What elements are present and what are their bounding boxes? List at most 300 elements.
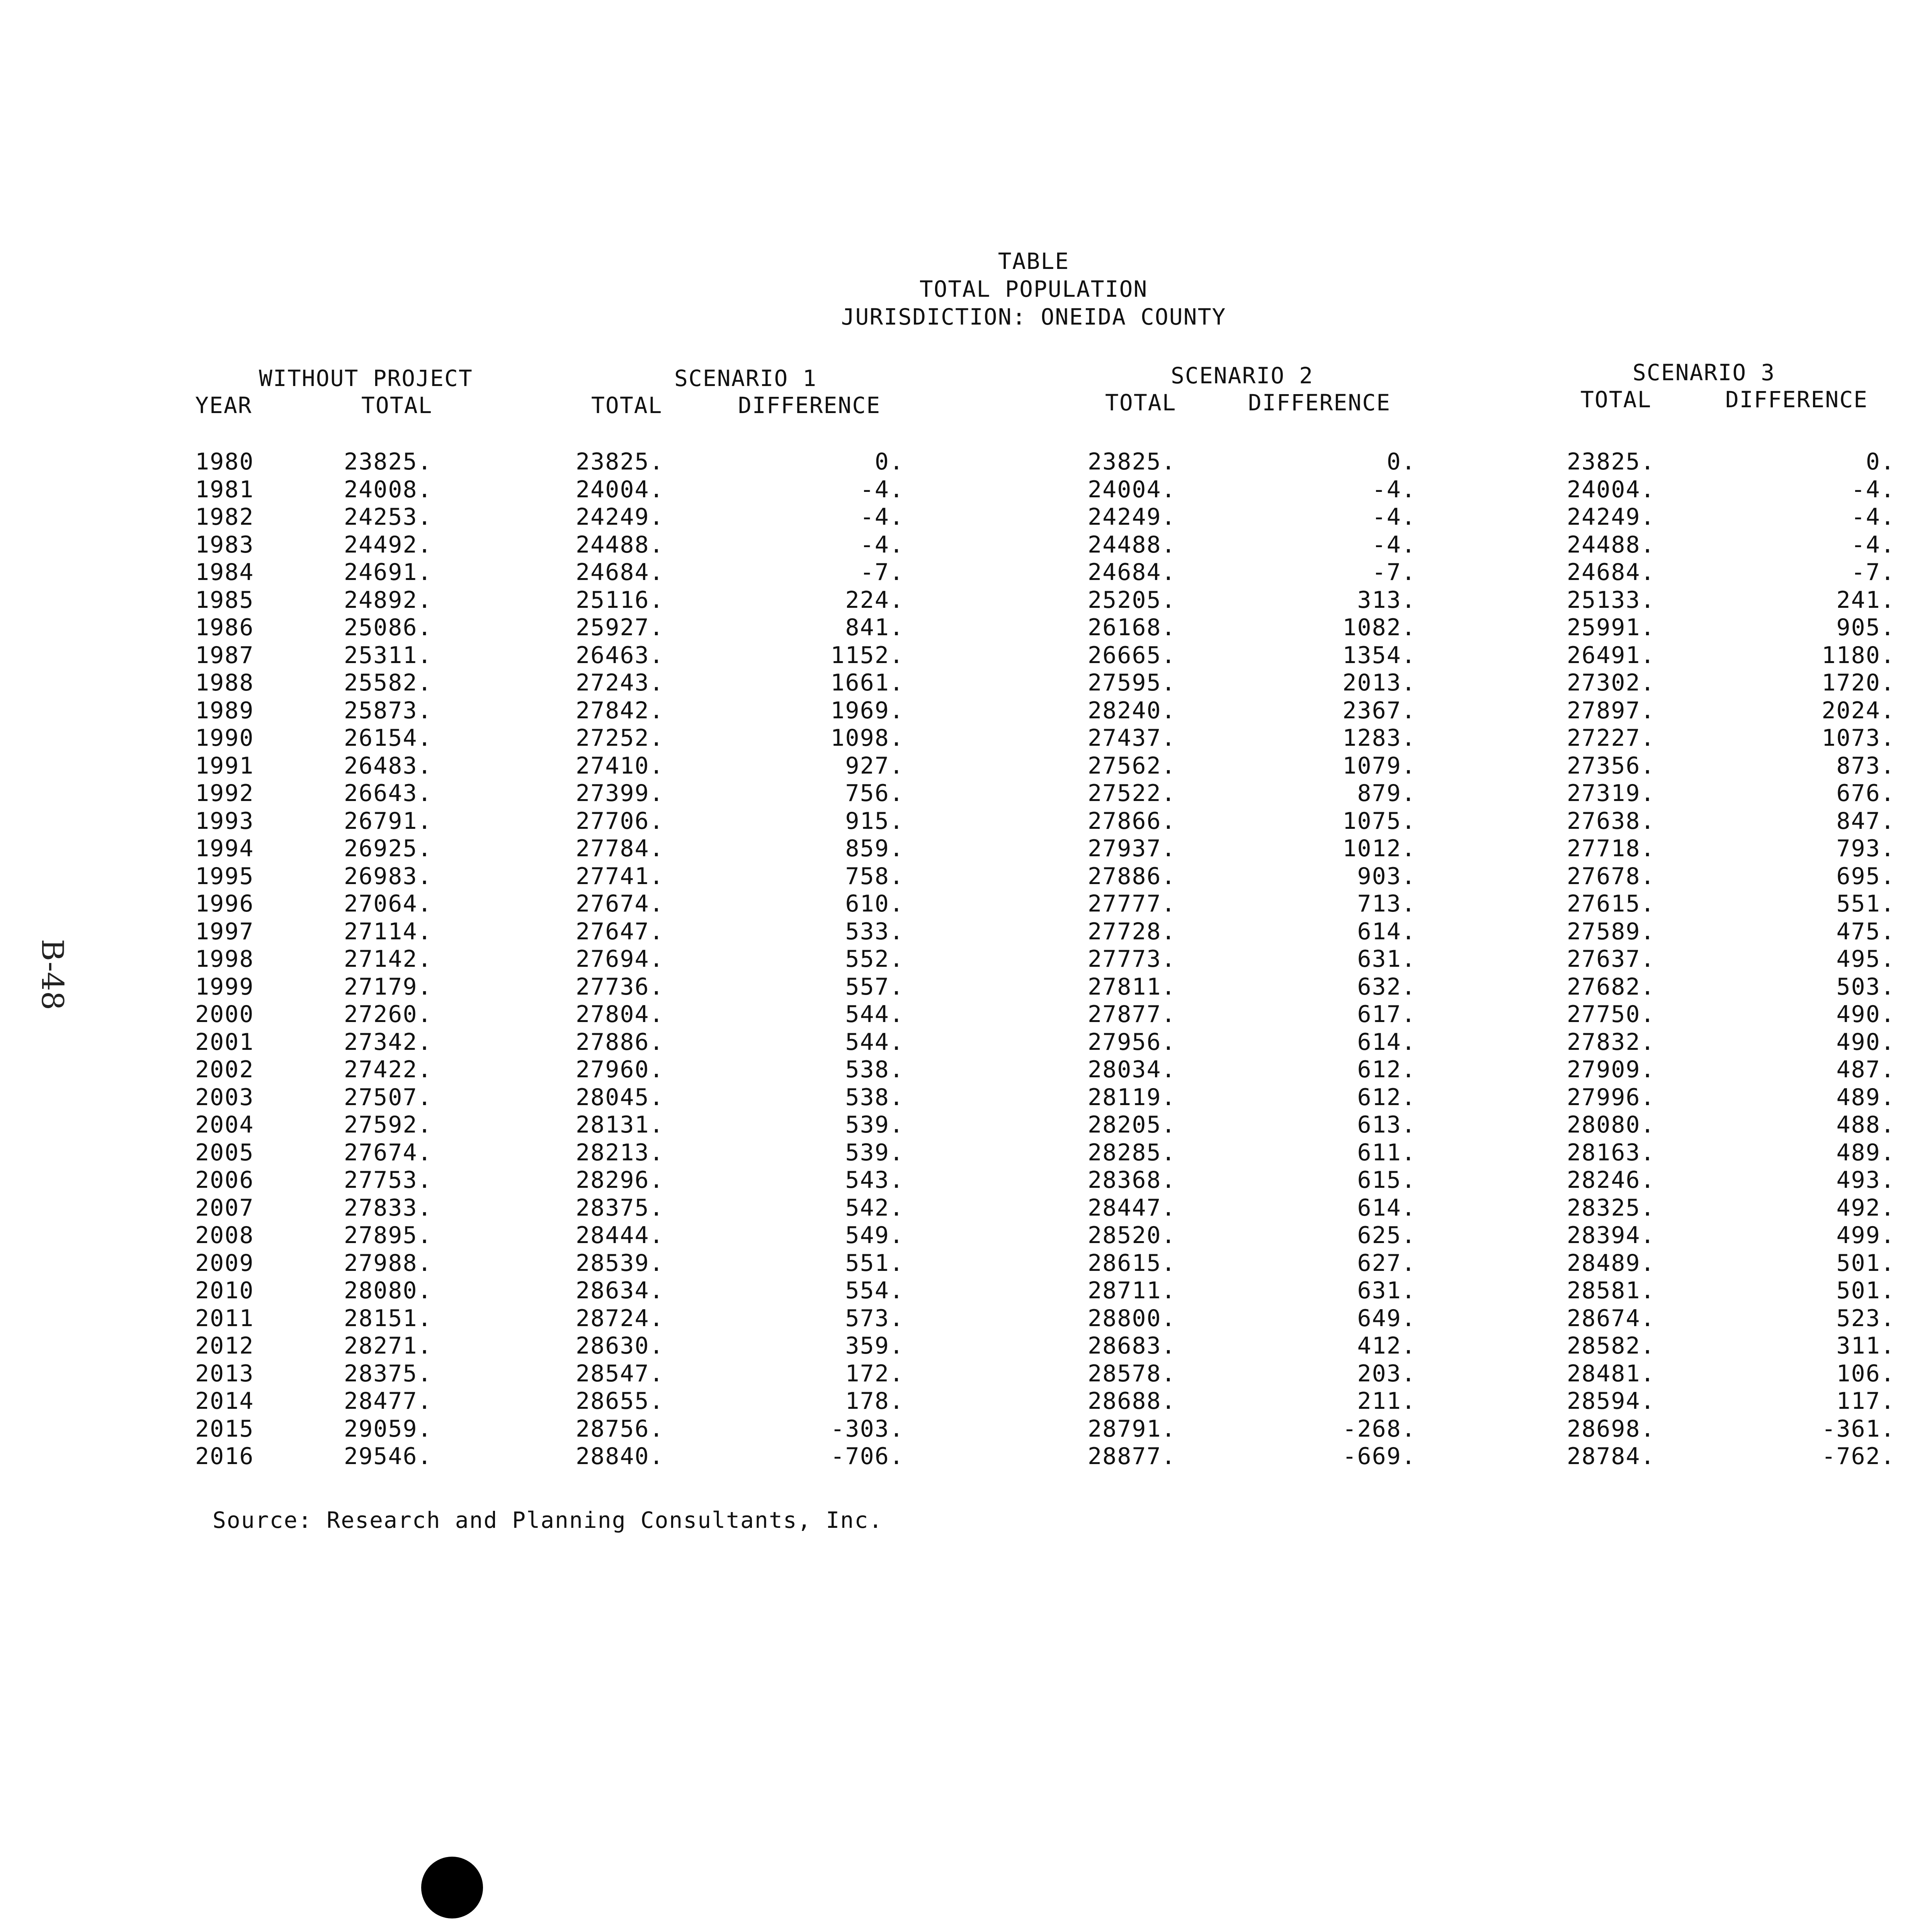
scenario-3-difference-cell: 488. bbox=[1836, 1111, 1895, 1138]
scenario-1-total-cell: 28724. bbox=[576, 1304, 664, 1332]
scenario-1-total-cell: 28840. bbox=[576, 1443, 664, 1470]
year-cell: 1999 bbox=[195, 973, 254, 1000]
table-row bbox=[0, 476, 1932, 504]
without-project-total-cell: 24008. bbox=[344, 476, 432, 503]
table-row bbox=[0, 1167, 1932, 1194]
scenario-2-difference-cell: 631. bbox=[1357, 946, 1416, 973]
scenario-3-total-cell: 28489. bbox=[1567, 1249, 1655, 1277]
scenario-3-difference-cell: 117. bbox=[1836, 1388, 1895, 1415]
scenario-2-total-cell: 25205. bbox=[1088, 586, 1176, 614]
table-row bbox=[0, 1332, 1932, 1360]
scenario-1-difference-cell: 359. bbox=[845, 1332, 904, 1359]
table-row bbox=[0, 780, 1932, 808]
scenario-3-difference-cell: -762. bbox=[1821, 1443, 1895, 1470]
table-row bbox=[0, 946, 1932, 973]
year-cell: 1993 bbox=[195, 807, 254, 835]
scenario-3-total-cell: 27319. bbox=[1567, 780, 1655, 807]
scenario-1-total-cell: 28444. bbox=[576, 1222, 664, 1249]
without-project-total-cell: 27988. bbox=[344, 1249, 432, 1277]
without-project-total-cell: 27114. bbox=[344, 918, 432, 945]
header-without-project: WITHOUT PROJECT bbox=[259, 365, 473, 391]
scenario-1-difference-cell: 552. bbox=[845, 946, 904, 973]
scenario-2-total-cell: 28285. bbox=[1088, 1139, 1176, 1166]
scenario-2-total-cell: 28205. bbox=[1088, 1111, 1176, 1138]
scenario-3-difference-cell: 503. bbox=[1836, 973, 1895, 1000]
table-row bbox=[0, 1139, 1932, 1167]
table-row bbox=[0, 752, 1932, 780]
scenario-3-difference-cell: 676. bbox=[1836, 780, 1895, 807]
scenario-2-difference-cell: -4. bbox=[1372, 476, 1416, 503]
scenario-2-total-cell: 28447. bbox=[1088, 1194, 1176, 1221]
scenario-2-difference-cell: 614. bbox=[1357, 918, 1416, 945]
scenario-2-total-cell: 28119. bbox=[1088, 1083, 1176, 1111]
scenario-1-difference-cell: 539. bbox=[845, 1139, 904, 1166]
scenario-2-difference-cell: -669. bbox=[1342, 1443, 1416, 1470]
scenario-2-total-cell: 28368. bbox=[1088, 1167, 1176, 1194]
scenario-2-total-cell: 27773. bbox=[1088, 946, 1176, 973]
without-project-total-cell: 26483. bbox=[344, 752, 432, 779]
scenario-1-total-cell: 28213. bbox=[576, 1139, 664, 1166]
scenario-3-total-cell: 28246. bbox=[1567, 1167, 1655, 1194]
scenario-1-total-cell: 27647. bbox=[576, 918, 664, 945]
scenario-3-difference-cell: 847. bbox=[1836, 807, 1895, 835]
binder-hole-left bbox=[421, 1857, 483, 1918]
scenario-1-difference-cell: -303. bbox=[830, 1415, 904, 1442]
table-row bbox=[0, 1415, 1932, 1443]
scenario-2-difference-cell: 611. bbox=[1357, 1139, 1416, 1166]
table-row bbox=[0, 973, 1932, 1001]
scenario-2-difference-cell: 903. bbox=[1357, 862, 1416, 890]
table-row bbox=[0, 448, 1932, 476]
scenario-2-total-cell: 27956. bbox=[1088, 1028, 1176, 1056]
without-project-total-cell: 27260. bbox=[344, 1001, 432, 1028]
without-project-total-cell: 29059. bbox=[344, 1415, 432, 1442]
table-row bbox=[0, 1250, 1932, 1277]
year-cell: 1991 bbox=[195, 752, 254, 779]
scenario-2-total-cell: 28520. bbox=[1088, 1222, 1176, 1249]
scenario-2-total-cell: 27877. bbox=[1088, 1001, 1176, 1028]
scenario-1-difference-cell: 542. bbox=[845, 1194, 904, 1221]
scenario-1-difference-cell: -4. bbox=[860, 503, 904, 531]
without-project-total-cell: 24691. bbox=[344, 559, 432, 586]
scenario-1-difference-cell: 573. bbox=[845, 1304, 904, 1332]
without-project-total-cell: 25311. bbox=[344, 641, 432, 669]
table-row bbox=[0, 1084, 1932, 1112]
scenario-3-difference-cell: 0. bbox=[1866, 448, 1895, 475]
table-row bbox=[0, 669, 1932, 697]
year-cell: 1985 bbox=[195, 586, 254, 614]
scenario-1-difference-cell: 927. bbox=[845, 752, 904, 779]
year-cell: 2002 bbox=[195, 1056, 254, 1083]
without-project-total-cell: 27507. bbox=[344, 1083, 432, 1111]
scenario-2-total-cell: 27866. bbox=[1088, 807, 1176, 835]
scenario-2-difference-cell: 612. bbox=[1357, 1083, 1416, 1111]
table-title bbox=[831, 247, 1236, 331]
scenario-1-total-cell: 24684. bbox=[576, 559, 664, 586]
table-row bbox=[0, 918, 1932, 946]
scenario-1-difference-cell: -7. bbox=[860, 559, 904, 586]
without-project-total-cell: 26983. bbox=[344, 862, 432, 890]
year-cell: 1987 bbox=[195, 641, 254, 669]
table-row bbox=[0, 587, 1932, 614]
without-project-total-cell: 25582. bbox=[344, 669, 432, 696]
page-number-text: B-48 bbox=[35, 939, 70, 1010]
scenario-3-difference-cell: 495. bbox=[1836, 946, 1895, 973]
scenario-2-difference-cell: 632. bbox=[1357, 973, 1416, 1000]
scenario-1-total-cell: 28375. bbox=[576, 1194, 664, 1221]
scenario-2-total-cell: 27595. bbox=[1088, 669, 1176, 696]
year-cell: 1983 bbox=[195, 531, 254, 558]
scenario-3-difference-cell: 492. bbox=[1836, 1194, 1895, 1221]
scenario-2-total-cell: 28683. bbox=[1088, 1332, 1176, 1359]
scenario-1-difference-cell: 533. bbox=[845, 918, 904, 945]
scenario-2-difference-cell: 631. bbox=[1357, 1277, 1416, 1304]
header-scenario-3: SCENARIO 3 bbox=[1633, 359, 1776, 386]
scenario-2-difference-cell: -4. bbox=[1372, 503, 1416, 531]
scenario-2-difference-cell: 613. bbox=[1357, 1111, 1416, 1138]
scenario-3-difference-cell: 523. bbox=[1836, 1304, 1895, 1332]
scenario-1-total-cell: 28547. bbox=[576, 1360, 664, 1387]
without-project-total-cell: 25086. bbox=[344, 614, 432, 641]
year-cell: 2000 bbox=[195, 1001, 254, 1028]
year-cell: 2006 bbox=[195, 1167, 254, 1194]
year-cell: 1989 bbox=[195, 697, 254, 724]
scenario-3-total-cell: 28481. bbox=[1567, 1360, 1655, 1387]
without-project-total-cell: 26925. bbox=[344, 835, 432, 862]
scenario-3-total-cell: 27750. bbox=[1567, 1001, 1655, 1028]
scenario-2-total-cell: 27728. bbox=[1088, 918, 1176, 945]
scenario-1-total-cell: 24004. bbox=[576, 476, 664, 503]
scenario-2-difference-cell: 649. bbox=[1357, 1304, 1416, 1332]
without-project-total-cell: 27895. bbox=[344, 1222, 432, 1249]
scenario-2-total-cell: 28578. bbox=[1088, 1360, 1176, 1387]
scenario-3-difference-cell: 793. bbox=[1836, 835, 1895, 862]
scenario-1-total-cell: 28045. bbox=[576, 1083, 664, 1111]
scenario-3-difference-cell: -4. bbox=[1851, 476, 1895, 503]
scenario-2-total-cell: 27886. bbox=[1088, 862, 1176, 890]
scenario-2-difference-cell: -4. bbox=[1372, 531, 1416, 558]
scenario-3-total-cell: 28394. bbox=[1567, 1222, 1655, 1249]
scenario-3-total-cell: 27678. bbox=[1567, 862, 1655, 890]
year-cell: 2009 bbox=[195, 1249, 254, 1277]
scenario-2-total-cell: 27562. bbox=[1088, 752, 1176, 779]
scenario-1-total-cell: 27886. bbox=[576, 1028, 664, 1056]
table-row bbox=[0, 559, 1932, 587]
year-cell: 2011 bbox=[195, 1304, 254, 1332]
scenario-2-difference-cell: 713. bbox=[1357, 890, 1416, 917]
scenario-3-difference-cell: 106. bbox=[1836, 1360, 1895, 1387]
scenario-1-total-cell: 28296. bbox=[576, 1167, 664, 1194]
scenario-2-difference-cell: 1079. bbox=[1342, 752, 1416, 779]
scenario-2-difference-cell: 1283. bbox=[1342, 724, 1416, 752]
table-row bbox=[0, 1194, 1932, 1222]
year-cell: 2014 bbox=[195, 1388, 254, 1415]
scenario-1-difference-cell: 538. bbox=[845, 1083, 904, 1111]
table-row bbox=[0, 1443, 1932, 1471]
source-note: Source: Research and Planning Consultants, Inc. bbox=[213, 1507, 883, 1533]
scenario-3-total-cell: 25991. bbox=[1567, 614, 1655, 641]
scenario-3-difference-cell: 489. bbox=[1836, 1083, 1895, 1111]
year-cell: 1998 bbox=[195, 946, 254, 973]
table-row bbox=[0, 697, 1932, 725]
scenario-1-total-cell: 27706. bbox=[576, 807, 664, 835]
scenario-1-total-cell: 27243. bbox=[576, 669, 664, 696]
scenario-2-difference-cell: 612. bbox=[1357, 1056, 1416, 1083]
scenario-2-total-cell: 27522. bbox=[1088, 780, 1176, 807]
table-row bbox=[0, 531, 1932, 559]
scenario-3-total-cell: 27302. bbox=[1567, 669, 1655, 696]
year-cell: 2008 bbox=[195, 1222, 254, 1249]
scenario-1-difference-cell: 539. bbox=[845, 1111, 904, 1138]
scenario-3-total-cell: 28582. bbox=[1567, 1332, 1655, 1359]
scenario-2-total-cell: 28711. bbox=[1088, 1277, 1176, 1304]
scenario-1-difference-cell: 172. bbox=[845, 1360, 904, 1387]
year-cell: 1988 bbox=[195, 669, 254, 696]
scenario-1-total-cell: 27741. bbox=[576, 862, 664, 890]
scenario-1-total-cell: 27842. bbox=[576, 697, 664, 724]
scenario-1-difference-cell: 841. bbox=[845, 614, 904, 641]
scenario-2-total-cell: 27777. bbox=[1088, 890, 1176, 917]
scenario-3-total-cell: 28594. bbox=[1567, 1388, 1655, 1415]
scenario-2-total-cell: 24684. bbox=[1088, 559, 1176, 586]
table-row bbox=[0, 1277, 1932, 1305]
without-project-total-cell: 28375. bbox=[344, 1360, 432, 1387]
scenario-2-total-cell: 28615. bbox=[1088, 1249, 1176, 1277]
scenario-1-total-cell: 27674. bbox=[576, 890, 664, 917]
scenario-1-total-cell: 26463. bbox=[576, 641, 664, 669]
scenario-1-difference-cell: 554. bbox=[845, 1277, 904, 1304]
scenario-3-total-cell: 27356. bbox=[1567, 752, 1655, 779]
scenario-2-total-cell: 28877. bbox=[1088, 1443, 1176, 1470]
scenario-3-difference-cell: 475. bbox=[1836, 918, 1895, 945]
scenario-3-difference-cell: 490. bbox=[1836, 1028, 1895, 1056]
scenario-2-difference-cell: 1075. bbox=[1342, 807, 1416, 835]
scenario-3-total-cell: 27832. bbox=[1567, 1028, 1655, 1056]
scenario-1-total-cell: 27960. bbox=[576, 1056, 664, 1083]
header-scenario-2: SCENARIO 2 bbox=[1171, 362, 1314, 389]
header-s3-difference: DIFFERENCE bbox=[1725, 386, 1868, 413]
scenario-2-total-cell: 23825. bbox=[1088, 448, 1176, 475]
without-project-total-cell: 28151. bbox=[344, 1304, 432, 1332]
scenario-2-difference-cell: 1354. bbox=[1342, 641, 1416, 669]
year-cell: 1990 bbox=[195, 724, 254, 752]
scenario-1-total-cell: 28756. bbox=[576, 1415, 664, 1442]
scenario-2-difference-cell: 627. bbox=[1357, 1249, 1416, 1277]
without-project-total-cell: 24492. bbox=[344, 531, 432, 558]
scenario-1-total-cell: 27736. bbox=[576, 973, 664, 1000]
scenario-3-difference-cell: 501. bbox=[1836, 1277, 1895, 1304]
scenario-1-difference-cell: -4. bbox=[860, 476, 904, 503]
scenario-1-difference-cell: 538. bbox=[845, 1056, 904, 1083]
scenario-1-difference-cell: -4. bbox=[860, 531, 904, 558]
scenario-3-total-cell: 27909. bbox=[1567, 1056, 1655, 1083]
without-project-total-cell: 27833. bbox=[344, 1194, 432, 1221]
without-project-total-cell: 26791. bbox=[344, 807, 432, 835]
scenario-3-difference-cell: -4. bbox=[1851, 503, 1895, 531]
year-cell: 1982 bbox=[195, 503, 254, 531]
year-cell: 2015 bbox=[195, 1415, 254, 1442]
header-s1-total: TOTAL bbox=[591, 392, 663, 418]
year-cell: 1992 bbox=[195, 780, 254, 807]
scenario-2-difference-cell: 2013. bbox=[1342, 669, 1416, 696]
scenario-3-total-cell: 27638. bbox=[1567, 807, 1655, 835]
year-cell: 1994 bbox=[195, 835, 254, 862]
table-row bbox=[0, 1222, 1932, 1250]
header-s1-difference: DIFFERENCE bbox=[738, 392, 881, 418]
scenario-1-total-cell: 28630. bbox=[576, 1332, 664, 1359]
scenario-3-total-cell: 24684. bbox=[1567, 559, 1655, 586]
scenario-1-difference-cell: 1098. bbox=[830, 724, 904, 752]
scenario-3-total-cell: 27589. bbox=[1567, 918, 1655, 945]
scenario-2-difference-cell: -268. bbox=[1342, 1415, 1416, 1442]
population-table-body bbox=[0, 448, 1932, 1471]
year-cell: 2007 bbox=[195, 1194, 254, 1221]
scenario-2-total-cell: 26665. bbox=[1088, 641, 1176, 669]
scenario-3-difference-cell: -361. bbox=[1821, 1415, 1895, 1442]
year-cell: 1995 bbox=[195, 862, 254, 890]
scenario-3-total-cell: 28080. bbox=[1567, 1111, 1655, 1138]
year-cell: 2010 bbox=[195, 1277, 254, 1304]
scenario-2-difference-cell: 1082. bbox=[1342, 614, 1416, 641]
scenario-2-difference-cell: -7. bbox=[1372, 559, 1416, 586]
scenario-1-difference-cell: 1152. bbox=[830, 641, 904, 669]
scenario-3-total-cell: 27718. bbox=[1567, 835, 1655, 862]
scenario-1-total-cell: 25116. bbox=[576, 586, 664, 614]
scenario-2-total-cell: 27811. bbox=[1088, 973, 1176, 1000]
scenario-2-difference-cell: 617. bbox=[1357, 1001, 1416, 1028]
year-cell: 2004 bbox=[195, 1111, 254, 1138]
scenario-3-difference-cell: 551. bbox=[1836, 890, 1895, 917]
year-cell: 2003 bbox=[195, 1083, 254, 1111]
scenario-1-difference-cell: 544. bbox=[845, 1028, 904, 1056]
title-line-3: JURISDICTION: ONEIDA COUNTY bbox=[841, 304, 1226, 330]
without-project-total-cell: 27342. bbox=[344, 1028, 432, 1056]
title-line-1: TABLE bbox=[998, 248, 1070, 274]
without-project-total-cell: 24253. bbox=[344, 503, 432, 531]
scenario-3-difference-cell: 311. bbox=[1836, 1332, 1895, 1359]
without-project-total-cell: 27753. bbox=[344, 1167, 432, 1194]
table-row bbox=[0, 835, 1932, 863]
table-row bbox=[0, 642, 1932, 670]
without-project-total-cell: 27422. bbox=[344, 1056, 432, 1083]
scenario-2-difference-cell: 879. bbox=[1357, 780, 1416, 807]
table-row bbox=[0, 724, 1932, 752]
scenario-3-difference-cell: 490. bbox=[1836, 1001, 1895, 1028]
year-cell: 2001 bbox=[195, 1028, 254, 1056]
scenario-3-difference-cell: 2024. bbox=[1821, 697, 1895, 724]
scenario-3-total-cell: 24004. bbox=[1567, 476, 1655, 503]
scenario-1-difference-cell: 557. bbox=[845, 973, 904, 1000]
scenario-3-difference-cell: 501. bbox=[1836, 1249, 1895, 1277]
without-project-total-cell: 27142. bbox=[344, 946, 432, 973]
year-cell: 2013 bbox=[195, 1360, 254, 1387]
scenario-1-total-cell: 25927. bbox=[576, 614, 664, 641]
scenario-2-difference-cell: 1012. bbox=[1342, 835, 1416, 862]
without-project-total-cell: 26643. bbox=[344, 780, 432, 807]
header-s3-total: TOTAL bbox=[1580, 386, 1652, 413]
scenario-1-total-cell: 27784. bbox=[576, 835, 664, 862]
scenario-3-difference-cell: 1073. bbox=[1821, 724, 1895, 752]
table-row bbox=[0, 1111, 1932, 1139]
scenario-1-total-cell: 24249. bbox=[576, 503, 664, 531]
table-row bbox=[0, 863, 1932, 891]
scenario-1-difference-cell: 915. bbox=[845, 807, 904, 835]
scenario-1-difference-cell: 610. bbox=[845, 890, 904, 917]
table-row bbox=[0, 808, 1932, 835]
table-row bbox=[0, 1388, 1932, 1415]
scenario-3-total-cell: 28698. bbox=[1567, 1415, 1655, 1442]
scenario-1-total-cell: 27410. bbox=[576, 752, 664, 779]
scenario-3-total-cell: 27682. bbox=[1567, 973, 1655, 1000]
scenario-3-total-cell: 25133. bbox=[1567, 586, 1655, 614]
scenario-1-total-cell: 27252. bbox=[576, 724, 664, 752]
year-cell: 1980 bbox=[195, 448, 254, 475]
header-wp-total: TOTAL bbox=[361, 392, 433, 418]
scenario-1-total-cell: 27399. bbox=[576, 780, 664, 807]
scenario-2-difference-cell: 313. bbox=[1357, 586, 1416, 614]
scenario-2-total-cell: 24004. bbox=[1088, 476, 1176, 503]
scenario-3-difference-cell: 493. bbox=[1836, 1167, 1895, 1194]
scenario-1-total-cell: 27694. bbox=[576, 946, 664, 973]
scenario-2-difference-cell: 614. bbox=[1357, 1028, 1416, 1056]
scenario-2-total-cell: 27437. bbox=[1088, 724, 1176, 752]
scenario-2-difference-cell: 211. bbox=[1357, 1388, 1416, 1415]
year-cell: 1984 bbox=[195, 559, 254, 586]
scenario-3-total-cell: 27996. bbox=[1567, 1083, 1655, 1111]
scenario-2-total-cell: 28034. bbox=[1088, 1056, 1176, 1083]
scenario-3-difference-cell: 1180. bbox=[1821, 641, 1895, 669]
table-row bbox=[0, 1001, 1932, 1029]
scenario-3-total-cell: 27897. bbox=[1567, 697, 1655, 724]
scenario-2-total-cell: 28240. bbox=[1088, 697, 1176, 724]
table-row bbox=[0, 614, 1932, 642]
table-row bbox=[0, 890, 1932, 918]
without-project-total-cell: 24892. bbox=[344, 586, 432, 614]
scenario-3-difference-cell: 873. bbox=[1836, 752, 1895, 779]
scenario-1-total-cell: 28131. bbox=[576, 1111, 664, 1138]
scenario-2-total-cell: 24249. bbox=[1088, 503, 1176, 531]
year-cell: 1996 bbox=[195, 890, 254, 917]
scenario-2-total-cell: 27937. bbox=[1088, 835, 1176, 862]
table-row bbox=[0, 1029, 1932, 1056]
scenario-1-difference-cell: 0. bbox=[874, 448, 904, 475]
scenario-3-total-cell: 27227. bbox=[1567, 724, 1655, 752]
scenario-3-total-cell: 27637. bbox=[1567, 946, 1655, 973]
scenario-3-total-cell: 23825. bbox=[1567, 448, 1655, 475]
scenario-2-total-cell: 28791. bbox=[1088, 1415, 1176, 1442]
year-cell: 2016 bbox=[195, 1443, 254, 1470]
table-row bbox=[0, 1360, 1932, 1388]
scenario-3-difference-cell: 695. bbox=[1836, 862, 1895, 890]
scenario-3-total-cell: 28581. bbox=[1567, 1277, 1655, 1304]
scenario-1-total-cell: 24488. bbox=[576, 531, 664, 558]
scenario-3-total-cell: 26491. bbox=[1567, 641, 1655, 669]
without-project-total-cell: 26154. bbox=[344, 724, 432, 752]
scenario-1-difference-cell: 543. bbox=[845, 1167, 904, 1194]
without-project-total-cell: 27064. bbox=[344, 890, 432, 917]
scenario-3-total-cell: 27615. bbox=[1567, 890, 1655, 917]
year-cell: 2005 bbox=[195, 1139, 254, 1166]
scenario-2-total-cell: 24488. bbox=[1088, 531, 1176, 558]
year-cell: 1981 bbox=[195, 476, 254, 503]
table-row bbox=[0, 503, 1932, 531]
without-project-total-cell: 28271. bbox=[344, 1332, 432, 1359]
scenario-2-difference-cell: 0. bbox=[1386, 448, 1416, 475]
scenario-3-total-cell: 28325. bbox=[1567, 1194, 1655, 1221]
scenario-3-total-cell: 24249. bbox=[1567, 503, 1655, 531]
scenario-1-difference-cell: 544. bbox=[845, 1001, 904, 1028]
without-project-total-cell: 23825. bbox=[344, 448, 432, 475]
